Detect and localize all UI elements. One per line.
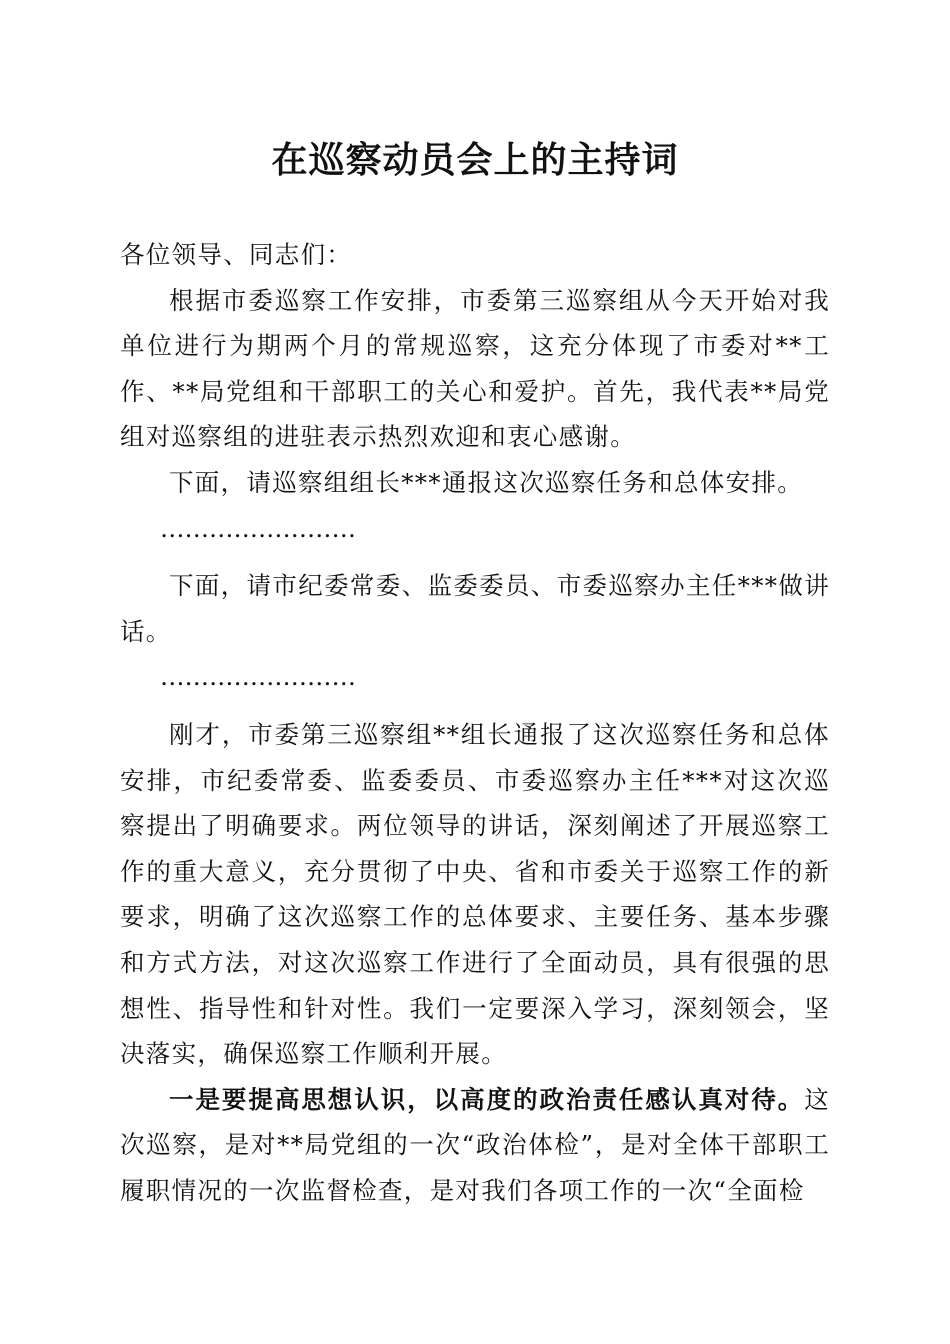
paragraph-invite-team-leader: 下面，请巡察组组长***通报这次巡察任务和总体安排。 <box>169 467 804 497</box>
document-title: 在巡察动员会上的主持词 <box>271 139 679 181</box>
paragraph-point-one <box>120 1077 830 1214</box>
paragraph-invite-director: 下面，请市纪委常委、监委委员、市委巡察办主任***做讲话。 <box>120 571 830 646</box>
ellipsis-separator: …………………… <box>160 662 356 692</box>
paragraph-summary: 刚才，市委第三巡察组**组长通报了这次巡察任务和总体安排，市纪委常委、监委委员、市委巡察办主任***对这次巡察提出了明确要求。两位领导的讲话，深刻阐述了开展巡察工作的重大意义，充分贯彻了中央、省和市委关于巡察工作的新要求，明确了这次巡察工作的总体要求、主要任务、基本步骤和方式方法，对这次巡察工作进行了全面动员，具有很强的思想性、指导性和针对性。我们一定要深入学习，深刻领会，坚决落实，确保巡察工作顺利开展。 <box>120 719 830 1069</box>
point-one-heading: 一是要提高思想认识，以高度的政治责任感认真对待。 <box>169 1084 805 1114</box>
ellipsis-separator: …………………… <box>160 513 356 543</box>
point-one-text: 这次巡察，是对**局党组的一次“政治体检”，是对全体干部职工履职情况的一次监督检查，是对我们各项工作的一次“全面检 <box>120 1084 830 1205</box>
document-body <box>120 232 830 1213</box>
salutation: 各位领导、同志们： <box>120 240 353 269</box>
paragraph-opening: 根据市委巡察工作安排，市委第三巡察组从今天开始对我单位进行为期两个月的常规巡察，这充分体现了市委对**工作、**局党组和干部职工的关心和爱护。首先，我代表**局党组对巡察组的进驻表示热烈欢迎和衷心感谢。 <box>120 285 830 452</box>
